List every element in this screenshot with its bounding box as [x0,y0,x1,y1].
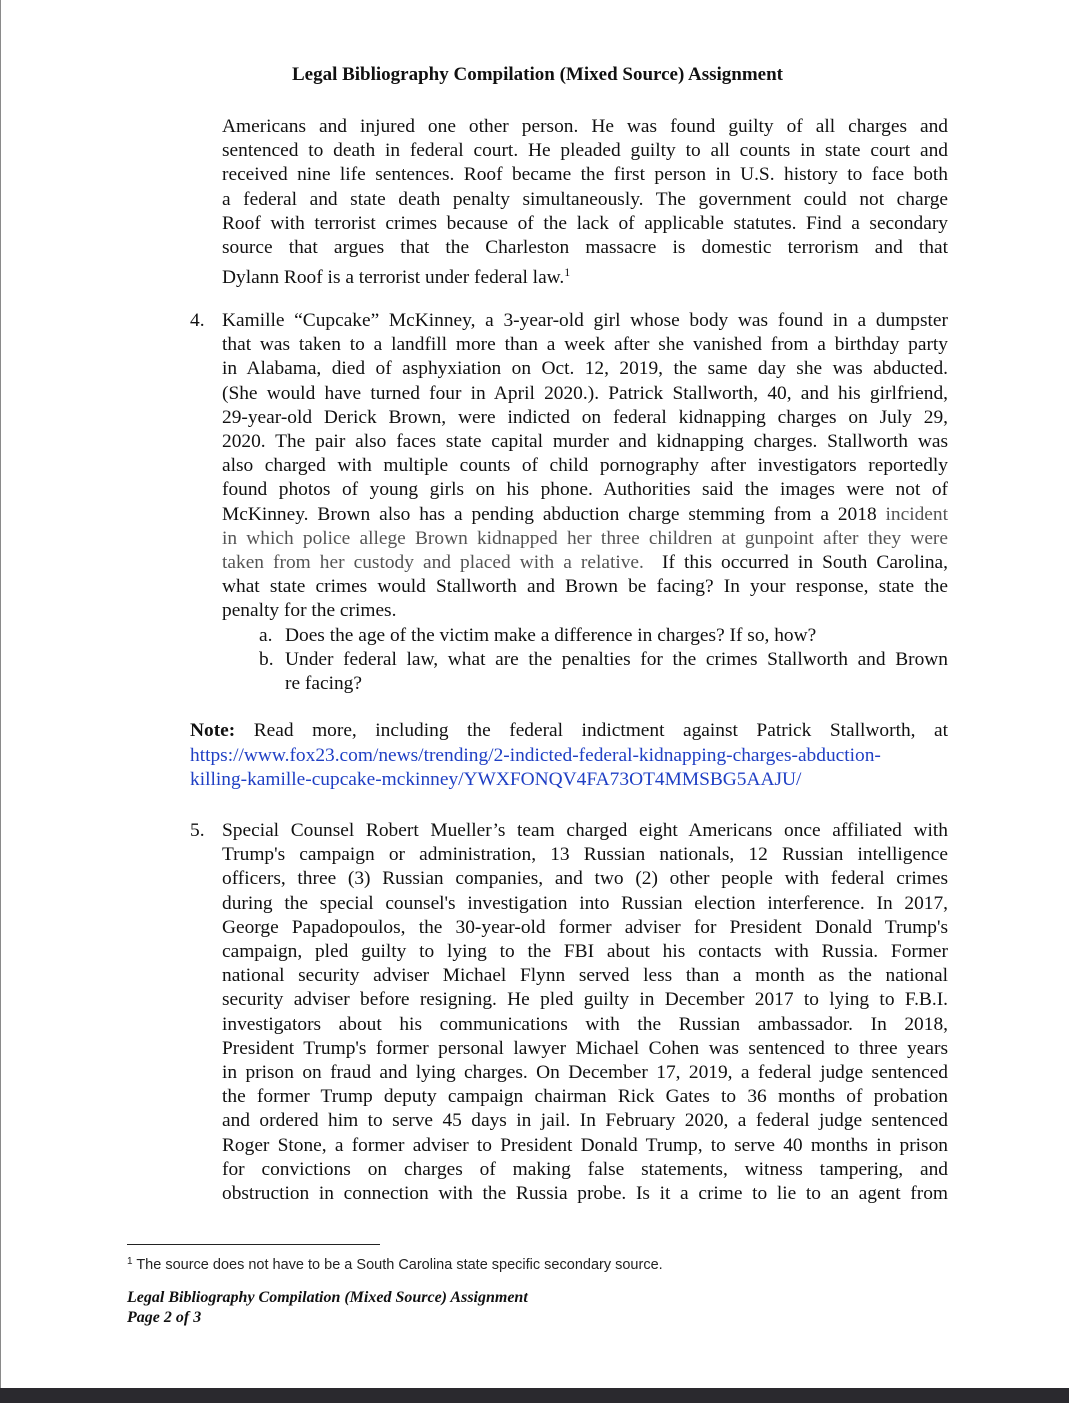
viewer-bottom-bar [0,1388,1069,1403]
text-line [222,1037,948,1061]
line-text: sentenced to death in federal court. He pleaded guilty to all counts in state court and [222,140,948,162]
line-text-segment: If this occurred in South Carolina, [643,552,948,573]
line-text: re facing? [285,673,362,694]
text-line [222,163,948,187]
text-line [285,648,948,672]
line-text: received nine life sentences. Roof became the first person in U.S. history to face both [222,164,948,186]
line-text: a federal and state death penalty simultaneously. The government could not charge [222,188,948,210]
text-line [222,843,948,867]
page-title: Legal Bibliography Compilation (Mixed Source) Assignment [291,64,784,85]
text-line [222,139,948,163]
note-line [190,719,948,743]
line-text: Roof with terrorist crimes because of the lack of applicable statutes. Find a secondary [222,212,948,234]
text-line [222,940,948,964]
line-text: (She would have turned four in April 2020.). Patrick Stallworth, 40, and his girlfriend, [222,382,948,404]
line-text: and ordered him to serve 45 days in jail. In February 2020, a federal judge sentenced [222,1110,948,1132]
line-text: the former Trump deputy campaign chairman Rick Gates to 36 months of probation [222,1086,948,1108]
note-lead: Read more, including the federal indictment against Patrick Stallworth, at [235,720,948,741]
text-line [222,527,948,551]
text-line [222,1158,948,1182]
line-text: George Papadopoulos, the 30-year-old former adviser for President Donald Trump's [222,916,948,938]
footnote-marker: 1 [127,1256,133,1267]
note-url-link[interactable]: https://www.fox23.com/news/trending/2-indicted-federal-kidnapping-charges-abduction- [190,745,881,766]
line-text: Roger Stone, a former adviser to President Donald Trump, to serve 40 months in prison [222,1134,948,1156]
footnote-reference: 1 [564,265,571,280]
page-left-edge [0,0,1,1388]
line-text: that was taken to a landfill more than a week after she vanished from a birthday party [222,334,948,356]
line-text: Dylann Roof is a terrorist under federal law. [222,267,565,289]
line-text-segment: McKinney. Brown also has a pending abduction charge stemming from a 2018 [222,503,886,525]
text-line [222,599,948,623]
text-line [222,575,948,599]
text-line [222,236,948,260]
footnote-text: The source does not have to be a South Carolina state specific secondary source. [132,1257,663,1273]
text-line [222,1182,948,1206]
line-text: 2020. The pair also faces state capital murder and kidnapping charges. Stallworth was [222,431,948,452]
text-line [222,988,948,1012]
subitem-label: b. [259,648,274,670]
note-url-link[interactable]: killing-kamille-cupcake-mckinney/YWXFONQV4FA73OT4MMSBG5AAJU/ [190,769,802,791]
line-text: penalty for the crimes. [222,600,397,622]
footer-page-number: Page 2 of 3 [127,1309,202,1326]
text-line [222,1085,948,1109]
line-text: Does the age of the victim make a difference in charges? If so, how? [285,624,817,646]
text-line [222,503,948,527]
text-line [222,309,948,333]
footnote [127,1256,663,1273]
line-text: for convictions on charges of making false statements, witness tampering, and [222,1158,948,1180]
note-label: Note: [190,720,236,741]
text-line [222,188,948,212]
text-line [222,454,948,478]
text-line [222,819,948,843]
text-line [222,115,948,139]
text-line [285,624,948,648]
line-text: obstruction in connection with the Russia probe. Is it a crime to lie to an agent from [222,1183,948,1204]
footnote-divider [127,1244,380,1245]
line-text: President Trump's former personal lawyer Michael Cohen was sentenced to three years [222,1037,948,1059]
line-text: Under federal law, what are the penalties for the crimes Stallworth and Brown [285,648,948,670]
text-line [222,867,948,891]
line-text: Kamille “Cupcake” McKinney, a 3-year-old girl whose body was found in a dumpster [222,310,948,331]
line-text: national security adviser Michael Flynn served less than a month as the national [222,965,948,987]
line-text-segment: in which police allege Brown kidnapped her three children at gunpoint after they were [222,527,948,549]
line-text: in prison on fraud and lying charges. On December 17, 2019, a federal judge sentenced [222,1062,948,1083]
line-text: Americans and injured one other person. He was found guilty of all charges and [222,116,948,137]
line-text: also charged with multiple counts of child pornography after investigators reportedly [222,455,948,477]
line-text: source that argues that the Charleston massacre is domestic terrorism and that [222,237,948,258]
line-text: during the special counsel's investigation into Russian election interference. In 2017, [222,892,948,914]
text-line [222,382,948,406]
text-line [222,357,948,381]
text-line [222,1013,948,1037]
subitem-label: a. [259,624,273,646]
line-text-segment: incident [885,503,948,525]
text-line [222,406,948,430]
text-line [222,333,948,357]
text-line [222,1109,948,1133]
text-line [222,212,948,236]
line-text: campaign, pled guilty to lying to the FBI about his contacts with Russia. Former [222,941,948,962]
text-line [222,478,948,502]
text-line [222,1061,948,1085]
line-text: investigators about his communications with the Russian ambassador. In 2018, [222,1013,948,1035]
text-line [222,916,948,940]
line-text: 29-year-old Derick Brown, were indicted on federal kidnapping charges on July 29, [222,406,948,428]
line-text: security adviser before resigning. He pled guilty in December 2017 to lying to F.B.I. [222,989,948,1011]
text-line [222,1134,948,1158]
text-line [222,964,948,988]
line-text: officers, three (3) Russian companies, and two (2) other people with federal crimes [222,868,948,890]
line-text: found photos of young girls on his phone. Authorities said the images were not of [222,479,948,501]
text-line [222,260,948,289]
text-line [222,551,948,575]
item-number-4: 4. [190,310,205,331]
text-line [222,430,948,454]
footer-title: Legal Bibliography Compilation (Mixed Source) Assignment [127,1289,528,1306]
text-line [222,892,948,916]
line-text-segment: taken from her custody and placed with a relative. [222,552,644,573]
line-text: Special Counsel Robert Mueller’s team charged eight Americans once affiliated with [222,820,948,841]
text-line [285,672,948,696]
line-text: what state crimes would Stallworth and Brown be facing? In your response, state the [222,576,948,598]
line-text: Trump's campaign or administration, 13 Russian nationals, 12 Russian intelligence [222,844,948,866]
item-number-5: 5. [190,820,205,841]
line-text: in Alabama, died of asphyxiation on Oct. 12, 2019, the same day she was abducted. [222,358,948,380]
